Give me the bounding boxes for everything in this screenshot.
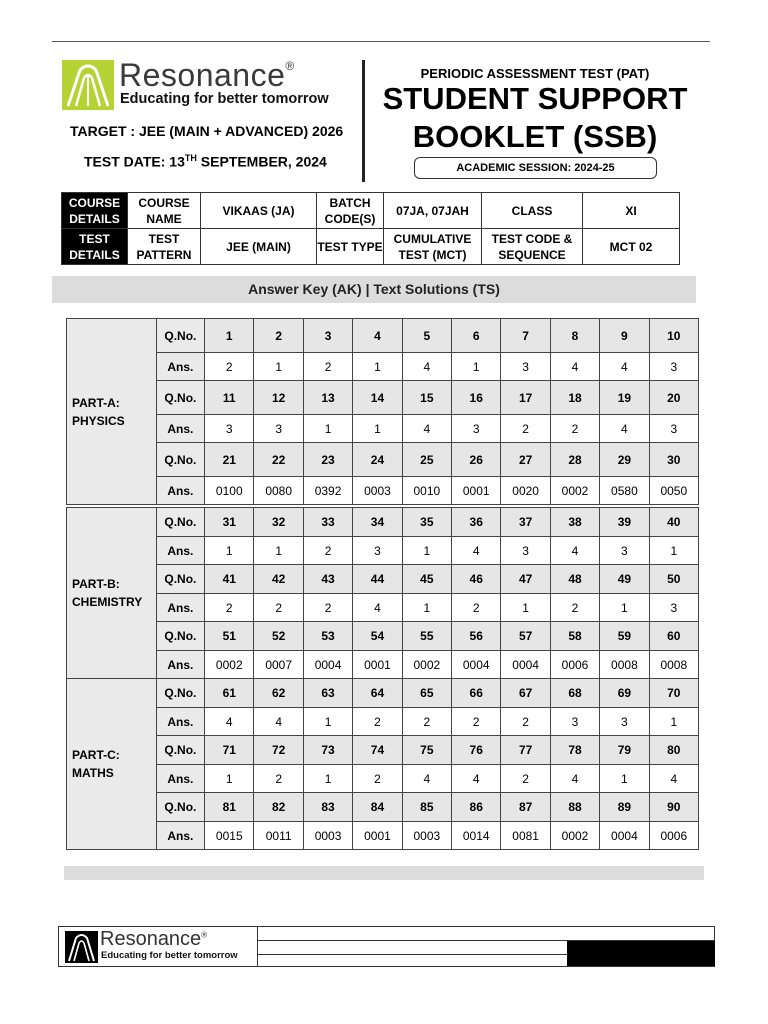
question-number-cell: 88 [550, 793, 599, 822]
academic-session-badge: ACADEMIC SESSION: 2024-25 [414, 157, 657, 179]
answer-cell: 0003 [402, 822, 451, 850]
answer-cell: 2 [205, 353, 254, 381]
question-number-cell: 62 [254, 679, 303, 708]
answer-cell: 0100 [205, 477, 254, 505]
resonance-logo [62, 57, 352, 112]
answer-cell: 0004 [600, 822, 649, 850]
answer-cell: 0392 [303, 477, 352, 505]
course-details-label: COURSE DETAILS [62, 193, 128, 229]
question-number-row [67, 508, 699, 537]
target-line: TARGET : JEE (MAIN + ADVANCED) 2026 [70, 123, 344, 139]
question-number-cell: 22 [254, 443, 303, 477]
class-label: CLASS [482, 193, 583, 229]
answer-cell: 0002 [550, 822, 599, 850]
question-number-cell: 49 [600, 565, 649, 594]
test-code-value: MCT 02 [583, 229, 680, 265]
test-pattern-value: JEE (MAIN) [201, 229, 317, 265]
answer-cell: 3 [550, 708, 599, 736]
answer-cell: 1 [303, 765, 352, 793]
answer-cell: 0008 [600, 651, 649, 679]
answer-cell: 2 [353, 765, 402, 793]
answer-cell: 2 [303, 537, 352, 565]
section-label-chemistry: PART-B: CHEMISTRY [67, 508, 157, 679]
section-label-maths: PART-C: MATHS [67, 679, 157, 850]
question-number-cell: 41 [205, 565, 254, 594]
answer-cell: 2 [550, 415, 599, 443]
question-number-cell: 71 [205, 736, 254, 765]
question-number-cell: 63 [303, 679, 352, 708]
question-number-cell: 57 [501, 622, 550, 651]
question-number-cell: 16 [452, 381, 501, 415]
question-number-cell: 42 [254, 565, 303, 594]
answer-cell: 2 [501, 708, 550, 736]
question-number-cell: 19 [600, 381, 649, 415]
footer-divider [257, 927, 258, 966]
answer-row [67, 822, 699, 850]
course-row [62, 193, 680, 229]
question-number-cell: 35 [402, 508, 451, 537]
qno-header: Q.No. [156, 565, 204, 594]
qno-header: Q.No. [156, 736, 204, 765]
answer-cell: 1 [303, 415, 352, 443]
question-number-row [67, 565, 699, 594]
answer-cell: 0001 [452, 477, 501, 505]
question-number-row [67, 736, 699, 765]
qno-header: Q.No. [156, 793, 204, 822]
answer-cell: 3 [649, 415, 698, 443]
answer-cell: 3 [600, 708, 649, 736]
footer-tagline: Educating for better tomorrow [101, 950, 238, 961]
question-number-cell: 76 [452, 736, 501, 765]
answer-cell: 2 [550, 594, 599, 622]
answer-cell: 4 [402, 353, 451, 381]
question-number-cell: 50 [649, 565, 698, 594]
answer-cell: 4 [550, 765, 599, 793]
answer-cell: 4 [402, 415, 451, 443]
answer-cell: 0010 [402, 477, 451, 505]
answer-cell: 0015 [205, 822, 254, 850]
answer-cell: 0011 [254, 822, 303, 850]
question-number-cell: 12 [254, 381, 303, 415]
top-rule [52, 41, 710, 42]
answer-cell: 2 [402, 708, 451, 736]
ans-header: Ans. [156, 537, 204, 565]
question-number-cell: 27 [501, 443, 550, 477]
answer-cell: 0006 [550, 651, 599, 679]
question-number-cell: 43 [303, 565, 352, 594]
question-number-cell: 9 [600, 319, 649, 353]
answer-cell: 1 [353, 415, 402, 443]
test-type-value: CUMULATIVE TEST (MCT) [384, 229, 482, 265]
question-number-cell: 45 [402, 565, 451, 594]
bottom-grey-bar [64, 866, 704, 880]
question-number-cell: 89 [600, 793, 649, 822]
question-number-cell: 5 [402, 319, 451, 353]
brand-tagline: Educating for better tomorrow [120, 91, 329, 107]
qno-header: Q.No. [156, 622, 204, 651]
question-number-cell: 40 [649, 508, 698, 537]
answer-cell: 0001 [353, 822, 402, 850]
question-number-cell: 29 [600, 443, 649, 477]
ans-header: Ans. [156, 765, 204, 793]
test-row [62, 229, 680, 265]
answer-row [67, 708, 699, 736]
question-number-cell: 75 [402, 736, 451, 765]
answer-cell: 0081 [501, 822, 550, 850]
question-number-cell: 90 [649, 793, 698, 822]
question-number-cell: 81 [205, 793, 254, 822]
question-number-cell: 72 [254, 736, 303, 765]
answer-cell: 0006 [649, 822, 698, 850]
question-number-row [67, 679, 699, 708]
answer-cell: 4 [550, 537, 599, 565]
question-number-cell: 70 [649, 679, 698, 708]
question-number-cell: 67 [501, 679, 550, 708]
qno-header: Q.No. [156, 443, 204, 477]
question-number-cell: 39 [600, 508, 649, 537]
answer-cell: 0002 [205, 651, 254, 679]
question-number-cell: 87 [501, 793, 550, 822]
question-number-cell: 11 [205, 381, 254, 415]
question-number-cell: 14 [353, 381, 402, 415]
question-number-cell: 26 [452, 443, 501, 477]
answer-cell: 0002 [550, 477, 599, 505]
footer-wordmark: Resonance® [100, 928, 208, 950]
question-number-cell: 77 [501, 736, 550, 765]
question-number-cell: 46 [452, 565, 501, 594]
question-number-cell: 68 [550, 679, 599, 708]
question-number-row [67, 622, 699, 651]
question-number-cell: 73 [303, 736, 352, 765]
answer-cell: 0008 [649, 651, 698, 679]
answer-row [67, 594, 699, 622]
answer-cell: 1 [254, 537, 303, 565]
answer-cell: 0014 [452, 822, 501, 850]
batch-codes-label: BATCH CODE(S) [317, 193, 384, 229]
question-number-cell: 74 [353, 736, 402, 765]
ans-header: Ans. [156, 822, 204, 850]
answer-cell: 1 [649, 537, 698, 565]
answer-cell: 2 [205, 594, 254, 622]
question-number-cell: 24 [353, 443, 402, 477]
question-number-cell: 32 [254, 508, 303, 537]
test-code-label: TEST CODE & SEQUENCE [482, 229, 583, 265]
answer-cell: 2 [452, 708, 501, 736]
test-details-label: TEST DETAILS [62, 229, 128, 265]
answer-cell: 0580 [600, 477, 649, 505]
question-number-cell: 8 [550, 319, 599, 353]
answer-cell: 0003 [303, 822, 352, 850]
answer-cell: 1 [254, 353, 303, 381]
answer-cell: 3 [649, 594, 698, 622]
question-number-cell: 59 [600, 622, 649, 651]
answer-cell: 0080 [254, 477, 303, 505]
question-number-cell: 18 [550, 381, 599, 415]
answer-cell: 0002 [402, 651, 451, 679]
answer-cell: 4 [205, 708, 254, 736]
ans-header: Ans. [156, 353, 204, 381]
question-number-cell: 66 [452, 679, 501, 708]
answer-cell: 4 [550, 353, 599, 381]
physics-answer-table [66, 318, 699, 505]
answer-cell: 3 [205, 415, 254, 443]
question-number-cell: 20 [649, 381, 698, 415]
question-number-cell: 17 [501, 381, 550, 415]
answer-cell: 2 [303, 353, 352, 381]
course-name-value: VIKAAS (JA) [201, 193, 317, 229]
question-number-cell: 36 [452, 508, 501, 537]
answer-cell: 0003 [353, 477, 402, 505]
question-number-cell: 33 [303, 508, 352, 537]
answer-cell: 1 [600, 594, 649, 622]
answer-cell: 4 [353, 594, 402, 622]
answer-cell: 0007 [254, 651, 303, 679]
question-number-cell: 38 [550, 508, 599, 537]
answer-cell: 0004 [501, 651, 550, 679]
question-number-cell: 69 [600, 679, 649, 708]
question-number-row [67, 381, 699, 415]
answer-cell: 4 [600, 415, 649, 443]
answer-cell: 1 [353, 353, 402, 381]
answer-cell: 4 [452, 537, 501, 565]
answer-cell: 0004 [303, 651, 352, 679]
test-type-label: TEST TYPE [317, 229, 384, 265]
question-number-row [67, 443, 699, 477]
question-number-row [67, 319, 699, 353]
question-number-cell: 61 [205, 679, 254, 708]
question-number-cell: 6 [452, 319, 501, 353]
class-value: XI [583, 193, 680, 229]
test-pattern-label: TEST PATTERN [128, 229, 201, 265]
question-number-cell: 2 [254, 319, 303, 353]
question-number-cell: 21 [205, 443, 254, 477]
qno-header: Q.No. [156, 319, 204, 353]
answer-cell: 3 [649, 353, 698, 381]
answer-cell: 0020 [501, 477, 550, 505]
ans-header: Ans. [156, 594, 204, 622]
ans-header: Ans. [156, 477, 204, 505]
answer-cell: 1 [649, 708, 698, 736]
answer-cell: 1 [205, 765, 254, 793]
answer-row [67, 415, 699, 443]
answer-cell: 4 [600, 353, 649, 381]
resonance-emblem-icon [62, 60, 114, 110]
question-number-cell: 31 [205, 508, 254, 537]
answer-cell: 3 [353, 537, 402, 565]
question-number-cell: 64 [353, 679, 402, 708]
answer-cell: 1 [402, 594, 451, 622]
question-number-cell: 23 [303, 443, 352, 477]
question-number-cell: 47 [501, 565, 550, 594]
question-number-cell: 7 [501, 319, 550, 353]
brand-wordmark: Resonance® [119, 57, 295, 93]
answer-cell: 3 [452, 415, 501, 443]
question-number-cell: 54 [353, 622, 402, 651]
answer-cell: 0050 [649, 477, 698, 505]
test-date: TEST DATE: 13TH SEPTEMBER, 2024 [84, 153, 327, 170]
question-number-cell: 25 [402, 443, 451, 477]
question-number-cell: 79 [600, 736, 649, 765]
question-number-cell: 34 [353, 508, 402, 537]
answer-cell: 2 [303, 594, 352, 622]
question-number-cell: 52 [254, 622, 303, 651]
ans-header: Ans. [156, 708, 204, 736]
answer-cell: 1 [600, 765, 649, 793]
answer-cell: 2 [353, 708, 402, 736]
chemistry-maths-answer-table [66, 507, 699, 850]
qno-header: Q.No. [156, 508, 204, 537]
question-number-cell: 58 [550, 622, 599, 651]
question-number-cell: 28 [550, 443, 599, 477]
answer-row [67, 651, 699, 679]
question-number-cell: 10 [649, 319, 698, 353]
question-number-cell: 83 [303, 793, 352, 822]
footer [58, 926, 715, 967]
course-name-label: COURSE NAME [128, 193, 201, 229]
course-details-table [61, 192, 680, 265]
answer-cell: 1 [303, 708, 352, 736]
question-number-cell: 48 [550, 565, 599, 594]
footer-black-block [567, 941, 715, 966]
answer-cell: 2 [501, 765, 550, 793]
question-number-cell: 44 [353, 565, 402, 594]
answer-cell: 3 [501, 353, 550, 381]
question-number-cell: 55 [402, 622, 451, 651]
answer-cell: 1 [501, 594, 550, 622]
answer-cell: 3 [254, 415, 303, 443]
answer-cell: 4 [649, 765, 698, 793]
answer-row [67, 477, 699, 505]
qno-header: Q.No. [156, 679, 204, 708]
question-number-cell: 56 [452, 622, 501, 651]
footer-emblem-icon [65, 931, 98, 963]
answer-key-title: Answer Key (AK) | Text Solutions (TS) [52, 276, 696, 303]
question-number-cell: 80 [649, 736, 698, 765]
section-label-physics: PART-A: PHYSICS [67, 319, 157, 505]
answer-row [67, 765, 699, 793]
question-number-cell: 65 [402, 679, 451, 708]
answer-cell: 3 [600, 537, 649, 565]
answer-cell: 1 [452, 353, 501, 381]
question-number-cell: 53 [303, 622, 352, 651]
answer-cell: 0001 [353, 651, 402, 679]
question-number-cell: 3 [303, 319, 352, 353]
ans-header: Ans. [156, 651, 204, 679]
question-number-cell: 13 [303, 381, 352, 415]
answer-row [67, 537, 699, 565]
batch-codes-value: 07JA, 07JAH [384, 193, 482, 229]
question-number-cell: 85 [402, 793, 451, 822]
question-number-cell: 4 [353, 319, 402, 353]
answer-cell: 4 [452, 765, 501, 793]
ans-header: Ans. [156, 415, 204, 443]
question-number-cell: 82 [254, 793, 303, 822]
answer-cell: 0004 [452, 651, 501, 679]
answer-cell: 2 [254, 594, 303, 622]
answer-cell: 2 [254, 765, 303, 793]
answer-cell: 1 [402, 537, 451, 565]
answer-cell: 2 [452, 594, 501, 622]
ssb-title: STUDENT SUPPORT BOOKLET (SSB) [382, 81, 688, 154]
answer-cell: 1 [205, 537, 254, 565]
pat-title: PERIODIC ASSESSMENT TEST (PAT) [420, 66, 650, 81]
answer-cell: 2 [501, 415, 550, 443]
question-number-cell: 15 [402, 381, 451, 415]
question-number-cell: 84 [353, 793, 402, 822]
qno-header: Q.No. [156, 381, 204, 415]
answer-cell: 4 [254, 708, 303, 736]
question-number-cell: 51 [205, 622, 254, 651]
answer-cell: 3 [501, 537, 550, 565]
question-number-cell: 1 [205, 319, 254, 353]
question-number-row [67, 793, 699, 822]
answer-cell: 4 [402, 765, 451, 793]
answer-row [67, 353, 699, 381]
question-number-cell: 60 [649, 622, 698, 651]
question-number-cell: 30 [649, 443, 698, 477]
question-number-cell: 37 [501, 508, 550, 537]
question-number-cell: 86 [452, 793, 501, 822]
question-number-cell: 78 [550, 736, 599, 765]
